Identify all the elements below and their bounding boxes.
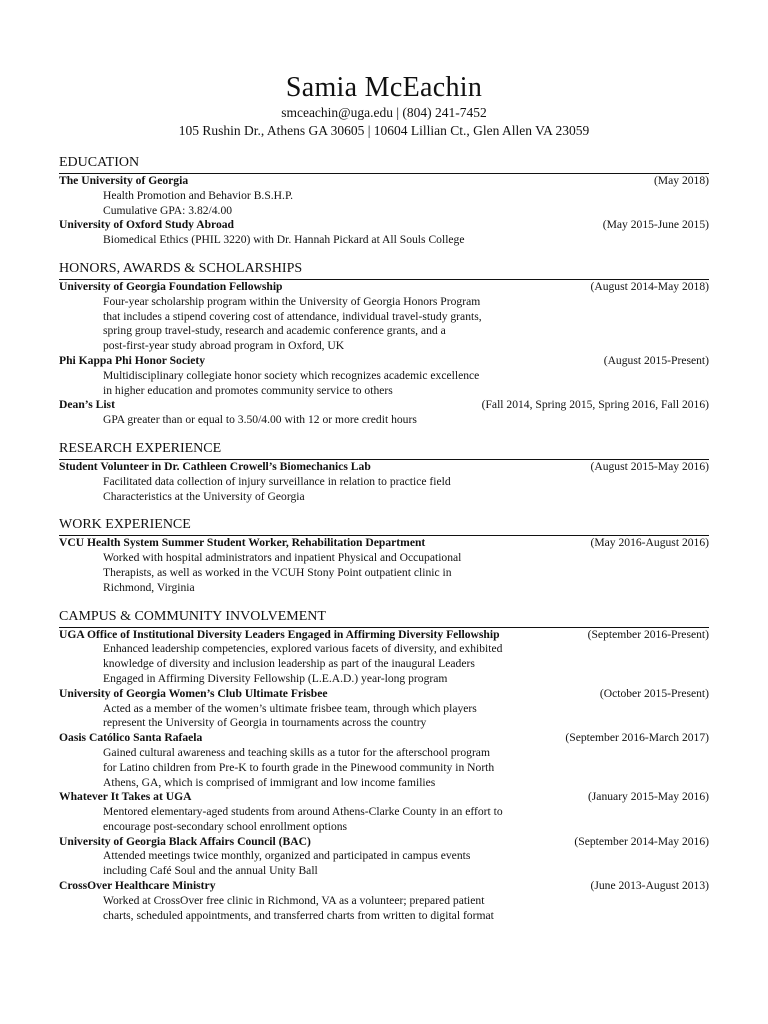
entry-description-line: that includes a stipend covering cost of attendance, individual travel-study grants, — [103, 309, 482, 323]
entry-description-line: Therapists, as well as worked in the VCUH Stony Point outpatient clinic in — [103, 565, 452, 579]
entry-date: (May 2015-June 2015) — [602, 218, 709, 232]
section-campus — [59, 608, 709, 924]
section-title: EDUCATION — [59, 154, 709, 174]
entry-description-line: post-first-year study abroad program in Oxford, UK — [103, 339, 345, 353]
entry — [59, 398, 709, 428]
entry-header — [59, 835, 709, 850]
entry-header — [59, 536, 709, 551]
entry-description-line: in higher education and promotes community service to others — [103, 383, 393, 397]
entry-description-line: represent the University of Georgia in tournaments across the country — [103, 716, 427, 730]
entry-description-line: charts, scheduled appointments, and transferred charts from written to digital format — [103, 908, 494, 922]
candidate-name: Samia McEachin — [285, 72, 483, 103]
entry-organization: CrossOver Healthcare Ministry — [59, 879, 216, 893]
entry-header — [59, 354, 709, 369]
entry-description-line: Acted as a member of the women’s ultimate frisbee team, through which players — [103, 701, 477, 715]
section-title: WORK EXPERIENCE — [59, 516, 709, 536]
entry-date: (Fall 2014, Spring 2015, Spring 2016, Fall 2016) — [481, 398, 709, 412]
entry-organization: The University of Georgia — [59, 174, 189, 187]
entry-description-line: Worked at CrossOver free clinic in Richmond, VA as a volunteer; prepared patient — [103, 893, 485, 907]
entry — [59, 280, 709, 354]
entry-description-line: knowledge of diversity and inclusion leadership as part of the inaugural Leaders — [103, 657, 475, 671]
section-title: RESEARCH EXPERIENCE — [59, 440, 709, 460]
entry-date: (August 2014-May 2018) — [590, 279, 709, 293]
entry-date: (September 2016-March 2017) — [565, 731, 709, 745]
entry — [59, 628, 709, 687]
entry-description-line: Gained cultural awareness and teaching skills as a tutor for the afterschool program — [103, 745, 490, 759]
entry-description-line: including Café Soul and the annual Unity Ball — [103, 864, 318, 878]
entry-description-line: Mentored elementary-aged students from around Athens-Clarke County in an effort to — [103, 805, 503, 819]
entry-description-line: Multidisciplinary collegiate honor society which recognizes academic excellence — [103, 368, 480, 382]
entry — [59, 354, 709, 398]
entry-header — [59, 790, 709, 805]
entry-description-line: Richmond, Virginia — [103, 580, 195, 594]
section-education — [59, 154, 709, 248]
resume-header — [0, 0, 768, 140]
entry-description-line: for Latino children from Pre-K to fourth grade in the Pinewood community in North — [103, 760, 495, 774]
entry-date: (August 2015-May 2016) — [590, 459, 709, 473]
entry — [59, 536, 709, 595]
contact-line-addresses: 105 Rushin Dr., Athens GA 30605 | 10604 Lillian Ct., Glen Allen VA 23059 — [178, 123, 590, 138]
entry-description-line: encourage post-secondary school enrollment options — [103, 819, 348, 833]
entry-description-line: Cumulative GPA: 3.82/4.00 — [103, 203, 233, 217]
entry-description-line: Facilitated data collection of injury surveillance in relation to practice field — [103, 474, 451, 488]
entry-date: (September 2014-May 2016) — [574, 834, 709, 848]
entry-header — [59, 460, 709, 475]
entry — [59, 174, 709, 218]
entry-date: (August 2015-Present) — [603, 353, 709, 367]
entry-description-line: GPA greater than or equal to 3.50/4.00 with 12 or more credit hours — [103, 413, 417, 427]
entry — [59, 731, 709, 790]
entry — [59, 879, 709, 923]
entry-organization: University of Georgia Women’s Club Ultimate Frisbee — [59, 686, 328, 700]
entry-date: (October 2015-Present) — [599, 686, 709, 700]
entry-date: (May 2016-August 2016) — [590, 536, 709, 550]
entry-description-line: Characteristics at the University of Georgia — [103, 489, 305, 503]
entry-organization: UGA Office of Institutional Diversity Leaders Engaged in Affirming Diversity Fellowship — [59, 627, 500, 641]
entry-organization: Phi Kappa Phi Honor Society — [59, 353, 206, 367]
entry-description-line: Worked with hospital administrators and inpatient Physical and Occupational — [103, 551, 462, 565]
entry-organization: Oasis Católico Santa Rafaela — [59, 731, 203, 745]
entry-description-line: Engaged in Affirming Diversity Fellowship (L.E.A.D.) year-long program — [103, 671, 448, 685]
entry-description-line: Attended meetings twice monthly, organized and participated in campus events — [103, 849, 471, 863]
entry-header — [59, 398, 709, 413]
entry-header — [59, 731, 709, 746]
section-title: HONORS, AWARDS & SCHOLARSHIPS — [59, 260, 709, 280]
section-title: CAMPUS & COMMUNITY INVOLVEMENT — [59, 608, 709, 628]
entry-date: (May 2018) — [653, 174, 709, 187]
entry-description-line: Biomedical Ethics (PHIL 3220) with Dr. Hannah Pickard at All Souls College — [103, 233, 465, 247]
section-honors — [59, 260, 709, 428]
entry-date: (January 2015-May 2016) — [587, 790, 709, 804]
entry-header — [59, 280, 709, 295]
contact-line-email-phone: smceachin@uga.edu | (804) 241-7452 — [281, 105, 487, 120]
entry-header — [59, 218, 709, 233]
entry — [59, 790, 709, 834]
entry — [59, 835, 709, 879]
entry-description-line: Enhanced leadership competencies, explored various facets of diversity, and exhibited — [103, 642, 503, 656]
entry-header — [59, 174, 709, 189]
entry-organization: University of Oxford Study Abroad — [59, 218, 234, 232]
entry-organization: University of Georgia Foundation Fellowship — [59, 279, 283, 293]
entry-date: (June 2013-August 2013) — [590, 879, 709, 893]
entry — [59, 460, 709, 504]
entry-description-line: Athens, GA, which is comprised of immigrant and low income families — [103, 775, 436, 789]
entry-organization: Dean’s List — [59, 398, 115, 412]
entry-organization: VCU Health System Summer Student Worker, Rehabilitation Department — [59, 536, 426, 550]
entry-header — [59, 628, 709, 643]
entry-organization: Student Volunteer in Dr. Cathleen Crowell’s Biomechanics Lab — [59, 459, 371, 473]
section-work — [59, 516, 709, 595]
resume-body — [59, 154, 709, 935]
entry-description-line: spring group travel-study, research and academic conference grants, and a — [103, 324, 446, 338]
section-research — [59, 440, 709, 504]
entry-description-line: Four-year scholarship program within the University of Georgia Honors Program — [103, 294, 481, 308]
entry-header — [59, 879, 709, 894]
entry-date: (September 2016-Present) — [587, 627, 709, 641]
entry — [59, 687, 709, 731]
entry — [59, 218, 709, 248]
entry-organization: University of Georgia Black Affairs Council (BAC) — [59, 834, 311, 848]
entry-description-line: Health Promotion and Behavior B.S.H.P. — [103, 188, 293, 202]
entry-organization: Whatever It Takes at UGA — [59, 790, 192, 804]
entry-header — [59, 687, 709, 702]
